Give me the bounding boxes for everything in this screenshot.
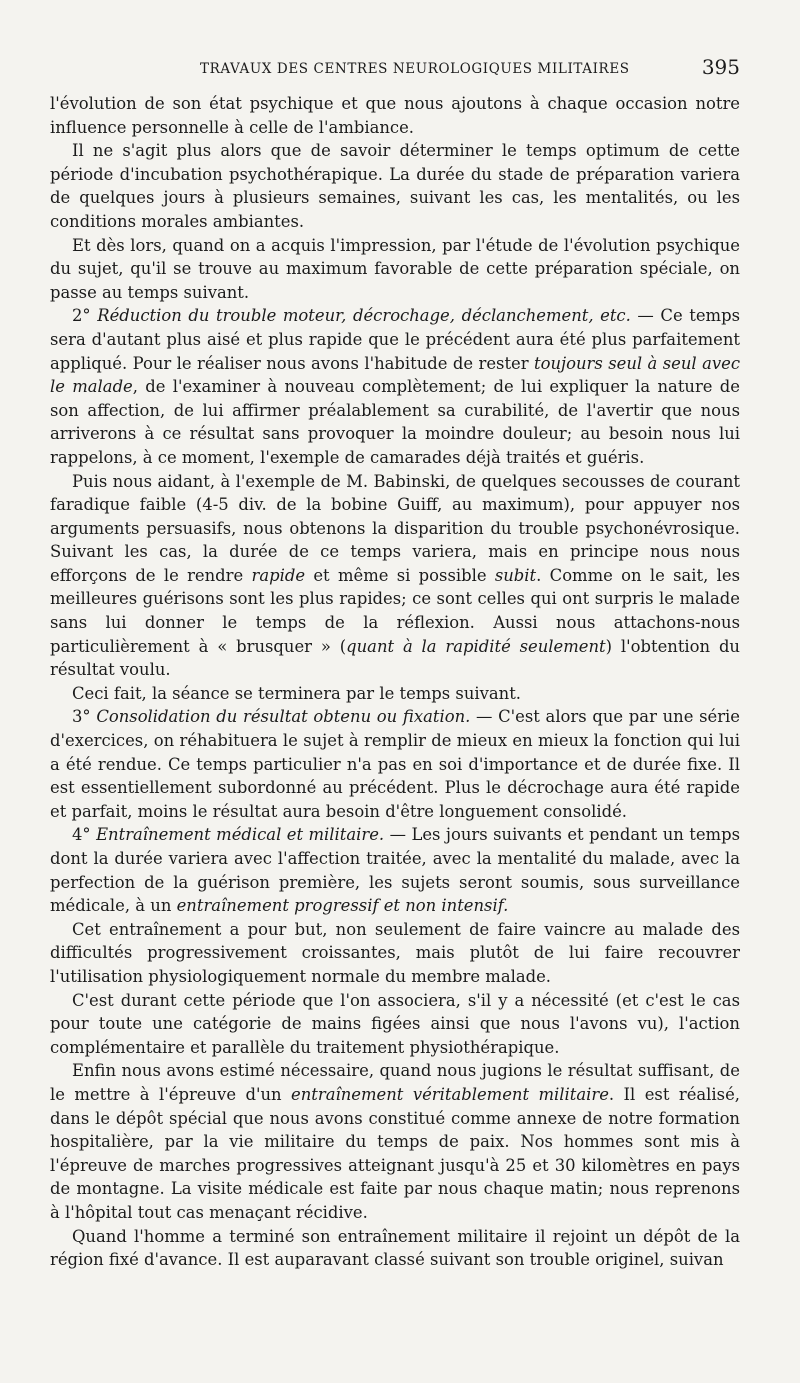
text-run: . Comme on le sait, les meilleures guérisons sont les plus rapides; ce sont celles qui ont surpris le malade sans lui donner le temps de la réflexion. Aussi nous attachons-nous particulièrement à « brusquer » (	[50, 565, 740, 656]
text-run: et même si possible	[305, 565, 495, 585]
paragraph	[50, 918, 740, 989]
text-run: Puis nous aidant, à l'exemple de M. Babinski, de quelques secousses de courant faradique faible (4-5 div. de la bobine Guiff, au maximum), pour appuyer nos arguments persuasifs, nous obtenons la disparition du trouble psychonévrosique. Suivant les cas, la durée de ce temps variera, mais en principe nous nous efforçons de le rendre	[50, 471, 740, 585]
text-run: Quand l'homme a terminé son entraînement militaire il rejoint un dépôt de la région fixé d'avance. Il est auparavant classé suivant son trouble originel, suivan	[50, 1226, 740, 1270]
italic-text: entraînement progressif et non intensif.	[176, 896, 509, 916]
text-run: — Les jours suivants et pendant un temps dont la durée variera avec l'affection traitée, avec la mentalité du malade, avec la perfection de la guérison première, les sujets seront soumis, sous surveillance médicale, à un	[50, 825, 741, 916]
paragraph	[50, 823, 740, 917]
text-run: — C'est alors que par une série d'exercices, on réhabituera le sujet à remplir de mieux en mieux la fonction qui lui a été rendue. Ce temps particulier n'a pas en soi d'importance et de durée fixe. Il est essentiellement subordonné au précédent. Plus le décrochage aura été rapide et parfait, moins le résultat aura besoin d'être longuement consolidé.	[50, 707, 740, 821]
text-run: 4°	[72, 825, 97, 845]
text-run: Enfin nous avons estimé nécessaire, quand nous jugions le résultat suffisant, de le mettre à l'épreuve d'un	[50, 1061, 740, 1104]
page-number: 395	[701, 55, 740, 79]
paragraph	[50, 1059, 740, 1224]
italic-text: quant à la rapidité seulement	[346, 636, 606, 656]
italic-text: entraînement véritablement militaire	[291, 1084, 609, 1104]
paragraph	[50, 234, 740, 305]
paragraph	[50, 705, 740, 823]
text-run: Ceci fait, la séance se terminera par le temps suivant.	[72, 683, 522, 703]
text-run: l'évolution de son état psychique et que nous ajoutons à chaque occasion notre influence personnelle à celle de l'ambiance.	[50, 94, 740, 137]
paragraph	[50, 304, 740, 469]
page-header	[50, 55, 740, 83]
body-text	[50, 92, 740, 1272]
italic-text: Entraînement médical et militaire.	[96, 825, 385, 845]
paragraph	[50, 989, 740, 1060]
text-run: — Ce temps sera d'autant plus aisé et plus rapide que le précédent aura été plus parfaitement appliqué. Pour le réaliser nous avons l'habitude de rester	[50, 306, 740, 373]
text-run: ) l'obtention du résultat voulu.	[50, 636, 740, 680]
text-run: C'est durant cette période que l'on associera, s'il y a nécessité (et c'est le cas pour toute une catégorie de mains figées ainsi que nous l'avons vu), l'action complémentaire et parallèle du traitement physiothérapique.	[50, 990, 740, 1057]
italic-text: Réduction du trouble moteur, décrochage, déclanchement, etc.	[97, 306, 631, 326]
italic-text: rapide	[251, 565, 306, 585]
text-run: , de l'examiner à nouveau complètement; de lui expliquer la nature de son affection, de lui affirmer préalablement sa curabilité, de l'avertir que nous arriverons à ce résultat sans provoquer la moindre douleur; au besoin nous lui rappelons, à ce moment, l'exemple de camarades déjà traités et guéris.	[50, 377, 740, 467]
italic-text: Consolidation du résultat obtenu ou fixation.	[96, 707, 471, 727]
text-run: 3°	[72, 707, 97, 727]
italic-text: subit	[494, 565, 537, 585]
running-head: TRAVAUX DES CENTRES NEUROLOGIQUES MILITAIRES	[200, 61, 630, 77]
italic-text: toujours seul à seul avec le malade	[50, 353, 741, 397]
paragraph	[50, 92, 740, 139]
paragraph	[50, 139, 740, 233]
text-run: Et dès lors, quand on a acquis l'impression, par l'étude de l'évolution psychique du sujet, qu'il se trouve au maximum favorable de cette préparation spéciale, on passe au temps suivant.	[50, 235, 740, 302]
paragraph	[50, 1225, 740, 1272]
paragraph	[50, 682, 740, 706]
text-run: Il ne s'agit plus alors que de savoir déterminer le temps optimum de cette période d'incubation psychothérapique. La durée du stade de préparation variera de quelques jours à plusieurs semaines, suivant les cas, les mentalités, ou les conditions morales ambiantes.	[50, 141, 740, 231]
text-run: 2°	[72, 306, 98, 326]
paragraph	[50, 470, 740, 682]
text-run: Cet entraînement a pour but, non seulement de faire vaincre au malade des difficultés progressivement croissantes, mais plutôt de lui faire recouvrer l'utilisation physiologiquement normale du membre malade.	[50, 919, 740, 986]
text-run: . Il est réalisé, dans le dépôt spécial que nous avons constitué comme annexe de notre formation hospitalière, par la vie militaire du temps de paix. Nos hommes sont mis à l'épreuve de marches progressives atteignant jusqu'à 25 et 30 kilomètres en pays de montagne. La visite médicale est faite par nous chaque matin; nous reprenons à l'hôpital tout cas menaçant récidive.	[50, 1084, 740, 1222]
